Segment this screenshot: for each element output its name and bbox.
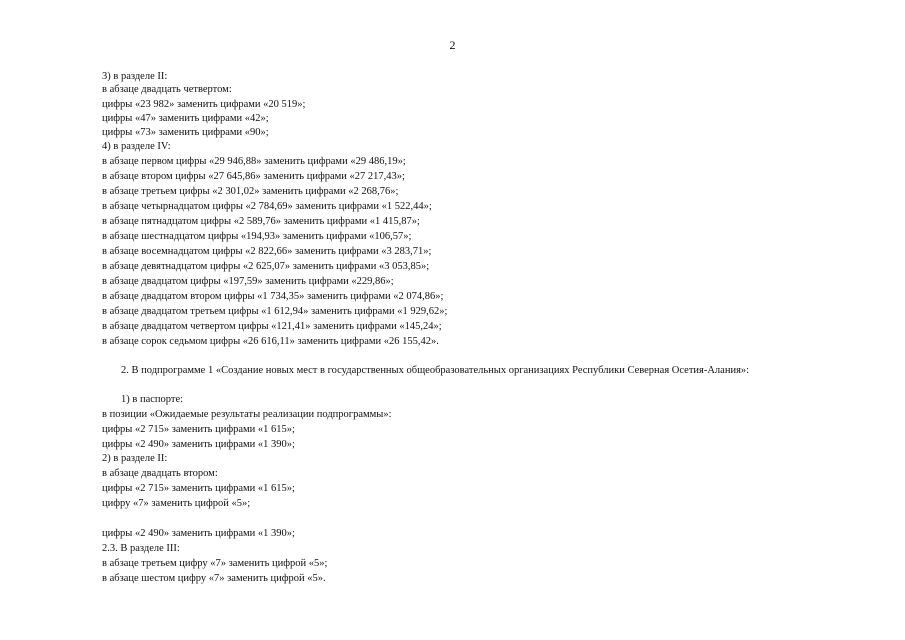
doc-line: цифры «2 490» заменить цифрами «1 390»;: [102, 528, 295, 539]
doc-line: в абзаце шестом цифру «7» заменить цифрой «5».: [102, 573, 326, 584]
doc-line: в абзаце четырнадцатом цифры «2 784,69» заменить цифрами «1 522,44»;: [102, 201, 432, 212]
doc-line: в абзаце двадцатом цифры «197,59» заменить цифрами «229,86»;: [102, 276, 394, 287]
doc-line: в абзаце двадцать четвертом:: [102, 84, 232, 95]
page-number: 2: [449, 38, 456, 52]
doc-line: в абзаце третьем цифры «2 301,02» заменить цифрами «2 268,76»;: [102, 186, 399, 197]
doc-line: цифры «2 715» заменить цифрами «1 615»;: [102, 424, 295, 435]
doc-line: в абзаце пятнадцатом цифры «2 589,76» заменить цифрами «1 415,87»;: [102, 216, 420, 227]
doc-line: в абзаце сорок седьмом цифры «26 616,11» заменить цифрами «26 155,42».: [102, 336, 439, 347]
doc-line: цифры «47» заменить цифрами «42»;: [102, 113, 269, 124]
doc-line: в абзаце восемнадцатом цифры «2 822,66» заменить цифрами «3 283,71»;: [102, 246, 432, 257]
doc-line: в позиции «Ожидаемые результаты реализации подпрограммы»:: [102, 409, 392, 420]
doc-line: 2.3. В разделе III:: [102, 543, 180, 554]
doc-line: в абзаце шестнадцатом цифры «194,93» заменить цифрами «106,57»;: [102, 231, 412, 242]
doc-line: в абзаце двадцатом четвертом цифры «121,41» заменить цифрами «145,24»;: [102, 321, 442, 332]
doc-line: цифры «2 490» заменить цифрами «1 390»;: [102, 439, 295, 450]
doc-line: в абзаце двадцатом втором цифры «1 734,35» заменить цифрами «2 074,86»;: [102, 291, 444, 302]
doc-line: цифру «7» заменить цифрой «5»;: [102, 498, 251, 509]
doc-line: в абзаце первом цифры «29 946,88» заменить цифрами «29 486,19»;: [102, 156, 406, 167]
doc-line: в абзаце двадцать втором:: [102, 468, 218, 479]
doc-line: в абзаце третьем цифру «7» заменить цифрой «5»;: [102, 558, 328, 569]
section-heading: 2. В подпрограмме 1 «Создание новых мест в государственных общеобразовательных организациях Республики Северная Осетия-Алания»:: [121, 365, 750, 376]
doc-line: цифры «73» заменить цифрами «90»;: [102, 127, 269, 138]
doc-line: 3) в разделе II:: [102, 71, 168, 82]
doc-line: цифры «23 982» заменить цифрами «20 519»;: [102, 99, 306, 110]
doc-line: в абзаце девятнадцатом цифры «2 625,07» заменить цифрами «3 053,85»;: [102, 261, 430, 272]
doc-line: 4) в разделе IV:: [102, 141, 171, 152]
doc-line: в абзаце двадцатом третьем цифры «1 612,94» заменить цифрами «1 929,62»;: [102, 306, 448, 317]
doc-line: цифры «2 715» заменить цифрами «1 615»;: [102, 483, 295, 494]
doc-line: в абзаце втором цифры «27 645,86» заменить цифрами «27 217,43»;: [102, 171, 405, 182]
doc-line: 1) в паспорте:: [121, 394, 184, 405]
doc-line: 2) в разделе II:: [102, 453, 168, 464]
